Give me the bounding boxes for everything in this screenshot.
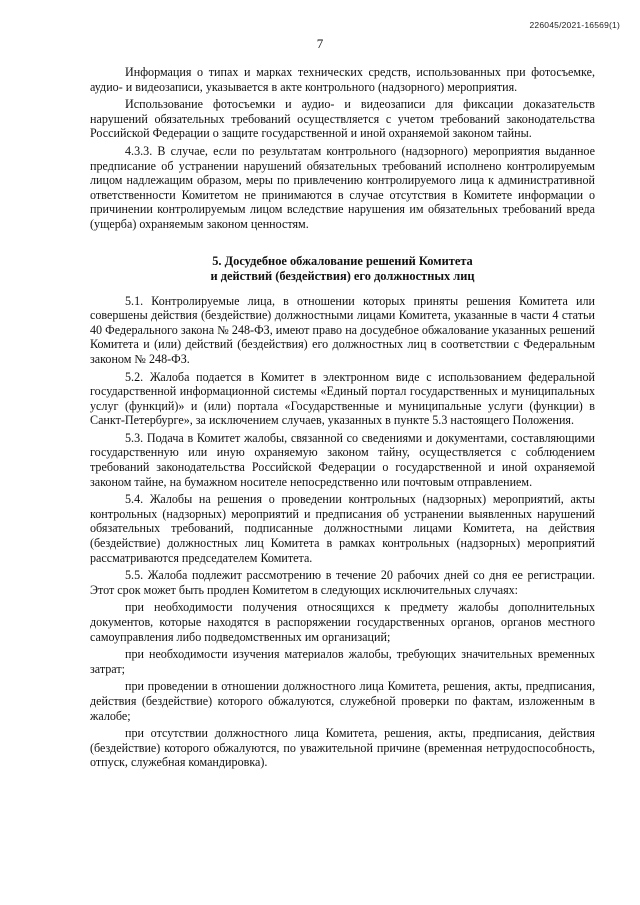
paragraph-5-3: 5.3. Подача в Комитет жалобы, связанной со сведениями и документами, составляющими государственную или иную охраняемую законом тайну, осуществляется с соблюдением требований законодательства Российской Федерации о государственной и иной охраняемой законом тайне, на бумажном носителе непосредственно или почтовым отправлением. (90, 430, 595, 489)
section-5-heading (90, 254, 595, 284)
document-body (90, 65, 595, 770)
section-heading-line-1: 5. Досудебное обжалование решений Комитета (212, 253, 473, 268)
paragraph-4-3-3: 4.3.3. В случае, если по результатам контрольного (надзорного) мероприятия выданное предписание об устранении нарушений обязательных требований исполнено контролируемым лицом надлежащим образом, меры по привлечению контролируемого лица к административной ответственности Комитетом не принимаются в случае отсутствия в Комитете информации о причинении контролируемым лицом вследствие нарушения им обязательных требований вреда (ущерба) охраняемым законом ценностям. (90, 143, 595, 231)
exceptional-case-item: при необходимости изучения материалов жалобы, требующих значительных временных затрат; (90, 647, 595, 676)
exceptional-case-item: при необходимости получения относящихся к предмету жалобы дополнительных документов, которые находятся в распоряжении государственных органов, органов местного самоуправления либо подведомственных им организаций; (90, 600, 595, 644)
paragraph-equipment-info: Информация о типах и марках технических средств, использованных при фотосъемке, аудио- и видеозаписи, указывается в акте контрольного (надзорного) мероприятия. (90, 65, 595, 94)
section-heading-line-2: и действий (бездействия) его должностных лиц (210, 268, 475, 283)
paragraph-5-5: 5.5. Жалоба подлежит рассмотрению в течение 20 рабочих дней со дня ее регистрации. Этот срок может быть продлен Комитетом в следующих исключительных случаях: (90, 568, 595, 597)
exceptional-case-item: при отсутствии должностного лица Комитета, решения, акты, предписания, действия (бездействие) которого обжалуются, по уважительной причине (временная нетрудоспособность, отпуск, служебная командировка). (90, 726, 595, 770)
paragraph-5-2: 5.2. Жалоба подается в Комитет в электронном виде с использованием федеральной государственной информационной системы «Единый портал государственных и муниципальных услуг (функций)» и (или) портала «Государственные и муниципальные услуги (функции) в Санкт-Петербурге», за исключением случаев, указанных в пункте 5.3 настоящего Положения. (90, 369, 595, 428)
paragraph-5-1: 5.1. Контролируемые лица, в отношении которых приняты решения Комитета или совершены действия (бездействие) должностными лицами Комитета, указанные в части 4 статьи 40 Федерального закона № 248-ФЗ, имеют право на досудебное обжалование указанных решений Комитета и (или) действий (бездействия) его должностных лиц в соответствии с Федеральным законом № 248-ФЗ. (90, 293, 595, 366)
paragraph-photo-usage: Использование фотосъемки и аудио- и видеозаписи для фиксации доказательств нарушений обязательных требований осуществляется с учетом требований законодательства Российской Федерации о защите государственной и иной охраняемой законом тайны. (90, 97, 595, 141)
page-number: 7 (316, 36, 324, 51)
document-registration-number: 226045/2021-16569(1) (529, 20, 620, 30)
exceptional-case-item: при проведении в отношении должностного лица Комитета, решения, акты, предписания, действия (бездействие) которого обжалуются, служебной проверки по фактам, изложенным в жалобе; (90, 679, 595, 723)
paragraph-5-4: 5.4. Жалобы на решения о проведении контрольных (надзорных) мероприятий, акты контрольных (надзорных) мероприятий и предписания об устранении выявленных нарушений обязательных требований, подписанные должностными лицами Комитета, на действия (бездействие) должностных лиц Комитета в рамках контрольных (надзорных) мероприятий рассматриваются председателем Комитета. (90, 492, 595, 565)
